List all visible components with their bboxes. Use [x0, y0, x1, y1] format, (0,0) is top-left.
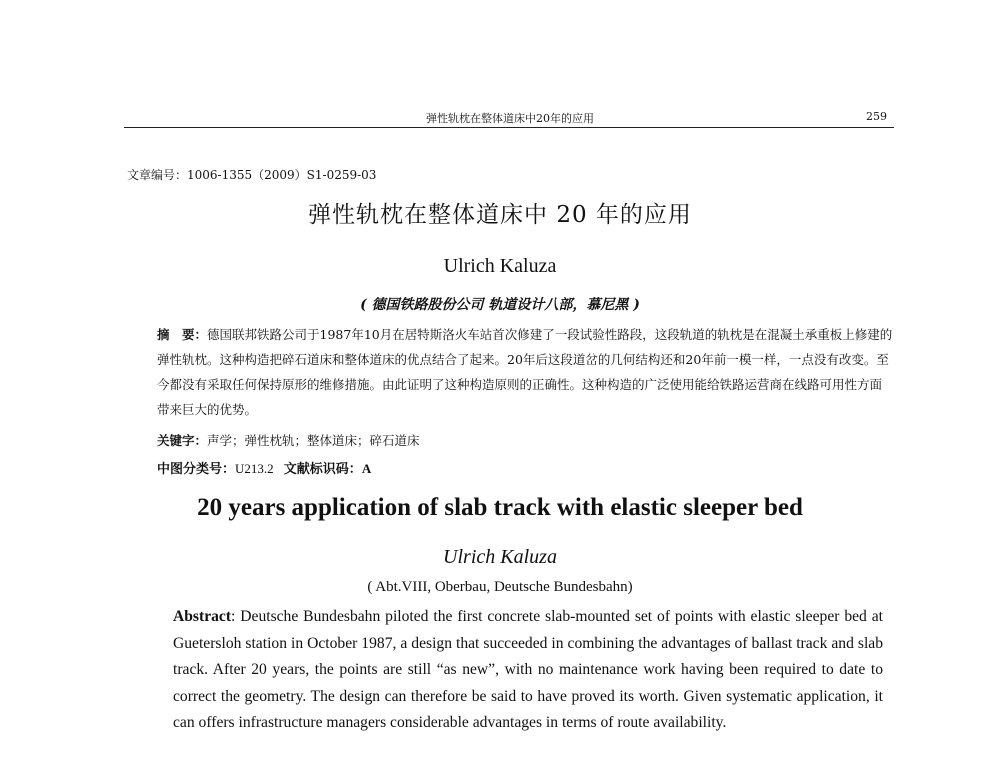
classification-label: 中图分类号：	[157, 462, 236, 477]
chinese-author: Ulrich Kaluza	[443, 255, 557, 277]
running-title: 弹性轨枕在整体道床中20年的应用	[426, 112, 594, 125]
article-number: 文章编号：1006-1355（2009）S1-0259-03	[127, 168, 377, 182]
english-title: 20 years application of slab track with elastic sleeper bed	[197, 494, 803, 521]
chinese-title: 弹性轨枕在整体道床中 20 年的应用	[308, 202, 692, 228]
chinese-affiliation: ( 德国铁路股份公司 轨道设计八部，慕尼黑 )	[360, 297, 640, 313]
header-rule	[124, 127, 894, 128]
document-code-label: 文献标识码：	[283, 462, 362, 477]
page-number: 259	[866, 110, 887, 123]
chinese-abstract	[127, 322, 893, 422]
chinese-keywords-text: 声学；弹性枕轨；整体道床；碎石道床	[207, 433, 420, 448]
english-abstract-text: : Deutsche Bundesbahn piloted the first concrete slab-mounted set of points with elastic sleeper bed at Guetersloh station in October 1987, a design that succeeded in combining the advantages of ballast track and slab track. After 20 years, the points are still “as new”, with no maintenance work having been required to date to correct the geometry. The design can therefore be said to have proved its worth. Given systematic application, it can offers infrastructure managers considerable advantages in terms of route availability.	[173, 608, 883, 731]
english-author: Ulrich Kaluza	[443, 546, 557, 568]
english-affiliation: ( Abt.VIII, Oberbau, Deutsche Bundesbahn)	[367, 579, 633, 595]
chinese-classification	[157, 458, 371, 477]
running-header	[127, 110, 893, 128]
classification-value: U213.2	[235, 461, 274, 476]
chinese-keywords	[157, 431, 420, 449]
english-abstract	[143, 604, 883, 737]
chinese-keywords-label: 关键字：	[157, 433, 208, 448]
chinese-abstract-label: 摘 要：	[157, 327, 208, 342]
document-code-value: A	[361, 461, 372, 476]
english-abstract-label: Abstract	[173, 608, 232, 625]
chinese-abstract-text: 德国联邦铁路公司于1987年10月在居特斯洛火车站首次修建了一段试验性路段，这段轨道的轨枕是在混凝土承重板上修建的弹性轨枕。这种构造把碎石道床和整体道床的优点结合了起来。20年后这段道岔的几何结构还和20年前一模一样，一点没有改变。至今都没有采取任何保持原形的维修措施。由此证明了这种构造原则的正确性。这种构造的广泛使用能给铁路运营商在线路可用性方面带来巨大的优势。	[157, 327, 893, 417]
